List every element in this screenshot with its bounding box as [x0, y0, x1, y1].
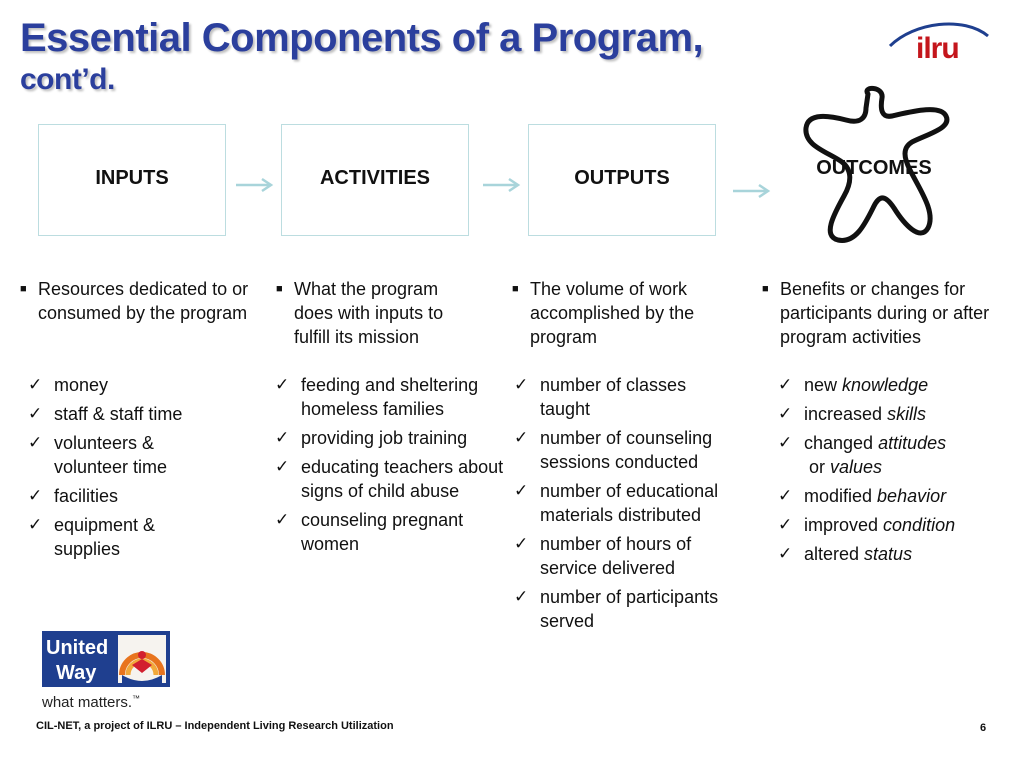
checkmark-icon: ✓ — [778, 433, 793, 452]
uw-logo-line-1: United — [46, 637, 109, 659]
activities-description-text: What the program does with inputs to fulfill its mission — [294, 279, 444, 347]
activities-description — [276, 277, 476, 349]
list-item: ✓ number of hours of service delivered — [514, 534, 692, 578]
list-item: ✓ number of participants served — [514, 587, 719, 631]
checkmark-icon: ✓ — [28, 404, 43, 423]
list-item: ✓ educating teachers about signs of child abuse — [275, 457, 504, 501]
checkmark-icon: ✓ — [28, 433, 43, 452]
checkmark-icon: ✓ — [778, 404, 793, 423]
arrow-right-icon — [731, 183, 771, 199]
activities-box — [281, 124, 469, 236]
checkmark-icon: ✓ — [275, 510, 290, 529]
united-way-logo — [42, 631, 170, 687]
outputs-label: OUTPUTS — [574, 166, 670, 189]
list-item: ✓ facilities — [28, 486, 119, 506]
checkmark-icon: ✓ — [778, 544, 793, 563]
activities-list — [275, 373, 504, 561]
checkmark-icon: ✓ — [514, 375, 529, 394]
inputs-label: INPUTS — [95, 166, 169, 189]
checkmark-icon: ✓ — [778, 486, 793, 505]
inputs-description-text: Resources dedicated to or consumed by the program — [38, 279, 249, 323]
checkmark-icon: ✓ — [28, 375, 43, 394]
activities-label: ACTIVITIES — [319, 166, 430, 189]
list-item: ✓ counseling pregnant women — [275, 510, 464, 554]
list-item: ✓ number of classes taught — [514, 375, 687, 419]
list-item: ✓ changed attitudes or values — [778, 433, 947, 477]
outcomes-label: OUTCOMES — [816, 157, 932, 179]
page-number: 6 — [980, 722, 987, 734]
checkmark-icon: ✓ — [514, 587, 529, 606]
list-item: ✓ volunteers & volunteer time — [28, 433, 168, 477]
arrow-right-icon — [234, 177, 274, 193]
square-bullet-icon: ■ — [762, 283, 769, 295]
list-item: ✓ number of educational materials distributed — [514, 481, 719, 525]
arrow-right-icon — [481, 177, 521, 193]
outputs-description — [512, 277, 732, 349]
list-item: ✓ providing job training — [275, 428, 468, 448]
list-item: ✓ modified behavior — [778, 486, 947, 506]
list-item: ✓ new knowledge — [778, 375, 929, 395]
checkmark-icon: ✓ — [28, 515, 43, 534]
page-title — [20, 14, 703, 98]
list-item: ✓ altered status — [778, 544, 913, 564]
checkmark-icon: ✓ — [275, 375, 290, 394]
outputs-list — [514, 373, 746, 638]
list-item: ✓ equipment & supplies — [28, 515, 156, 559]
title-line-1: Essential Components of a Program, — [20, 16, 704, 60]
list-item: ✓ improved condition — [778, 515, 956, 535]
outputs-box — [528, 124, 716, 236]
outcomes-list — [778, 373, 1004, 571]
list-item: ✓ number of counseling sessions conducted — [514, 428, 713, 472]
outcomes-description-text: Benefits or changes for participants during or after program activities — [780, 279, 990, 347]
outputs-description-text: The volume of work accomplished by the program — [530, 279, 695, 347]
square-bullet-icon: ■ — [20, 283, 27, 295]
checkmark-icon: ✓ — [28, 486, 43, 505]
list-item: ✓ feeding and sheltering homeless families — [275, 375, 479, 419]
square-bullet-icon: ■ — [512, 283, 519, 295]
list-item: ✓ staff & staff time — [28, 404, 183, 424]
checkmark-icon: ✓ — [514, 428, 529, 447]
checkmark-icon: ✓ — [275, 457, 290, 476]
checkmark-icon: ✓ — [514, 534, 529, 553]
inputs-description — [20, 277, 252, 325]
square-bullet-icon: ■ — [276, 283, 283, 295]
checkmark-icon: ✓ — [778, 515, 793, 534]
united-way-tagline: what matters.™ — [42, 694, 141, 711]
checkmark-icon: ✓ — [514, 481, 529, 500]
list-item: ✓ increased skills — [778, 404, 927, 424]
outcomes-description — [762, 277, 1002, 349]
checkmark-icon: ✓ — [275, 428, 290, 447]
checkmark-icon: ✓ — [778, 375, 793, 394]
uw-logo-line-2: Way — [56, 662, 97, 684]
inputs-box — [38, 124, 226, 236]
title-line-2: cont’d. — [20, 63, 115, 96]
list-item: ✓ money — [28, 375, 109, 395]
ilru-logo-text: ilru — [916, 32, 959, 65]
inputs-list — [28, 373, 228, 566]
footer-text: CIL-NET, a project of ILRU – Independent Living Research Utilization — [36, 720, 394, 732]
